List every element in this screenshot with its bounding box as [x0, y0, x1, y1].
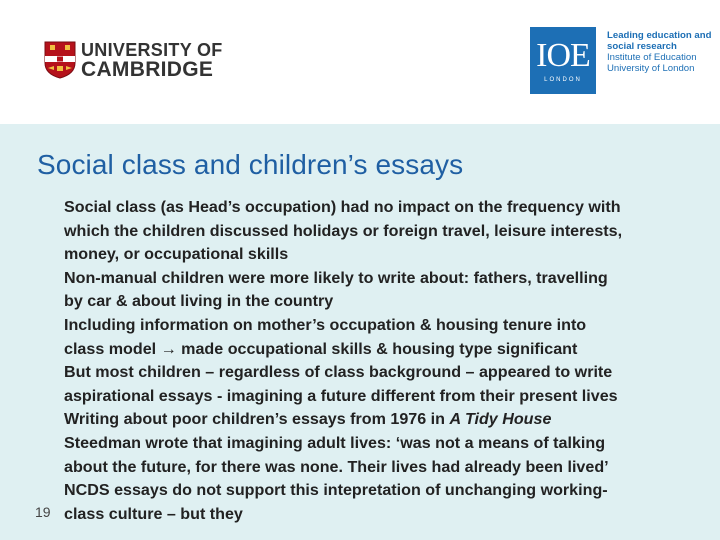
bullet-item [64, 196, 704, 267]
cambridge-logo-line2: CAMBRIDGE [81, 57, 214, 81]
ioe-logo-text [607, 30, 719, 74]
cambridge-logo [44, 40, 223, 80]
ioe-institute: Institute of Education University of London [607, 52, 697, 74]
header-banner [0, 0, 720, 124]
bullet-line: money, or occupational skills [64, 245, 289, 264]
cambridge-shield-icon [44, 41, 76, 79]
bullet-line: Non-manual children were more likely to write about: fathers, travelling [64, 268, 608, 287]
bullet-line: class culture – but they [64, 504, 243, 523]
bullet-line: by car & about living in the country [64, 292, 334, 311]
bullet-line: class model → made occupational skills & housing type significant [64, 339, 578, 358]
bullet-line: NCDS essays do not support this intepretation of unchanging working- [64, 481, 608, 500]
cambridge-logo-line1: UNIVERSITY OF [81, 39, 223, 60]
bullet-item [64, 479, 704, 526]
ioe-tagline: Leading education and social research [607, 30, 712, 52]
ioe-logo [530, 27, 596, 94]
bullet-line: But most children – regardless of class background – appeared to write [64, 363, 613, 382]
ioe-logo-mark: IOE [536, 36, 590, 74]
book-title: A Tidy House [449, 410, 552, 429]
bullet-line: about the future, for there was none. Their lives had already been lived’ [64, 457, 609, 476]
bullet-line: Including information on mother’s occupation & housing tenure into [64, 315, 587, 334]
bullet-item [64, 408, 704, 479]
bullet-line [64, 408, 704, 432]
bullet-list [64, 196, 704, 526]
bullet-line: which the children discussed holidays or foreign travel, leisure interests, [64, 221, 623, 240]
ioe-logo-sub: LONDON [544, 76, 582, 83]
bullet-line: Social class (as Head’s occupation) had no impact on the frequency with [64, 198, 621, 216]
slide-title: Social class and children’s essays [37, 149, 464, 180]
bullet-item [64, 314, 704, 361]
bullet-text: Writing about poor children’s essays from 1976 in [64, 410, 450, 429]
bullet-item [64, 361, 704, 408]
bullet-item [64, 267, 704, 314]
bullet-line: Steedman wrote that imagining adult lives: ‘was not a means of talking [64, 433, 606, 452]
page-number: 19 [35, 504, 51, 520]
bullet-line: aspirational essays - imagining a future different from their present lives [64, 386, 618, 405]
